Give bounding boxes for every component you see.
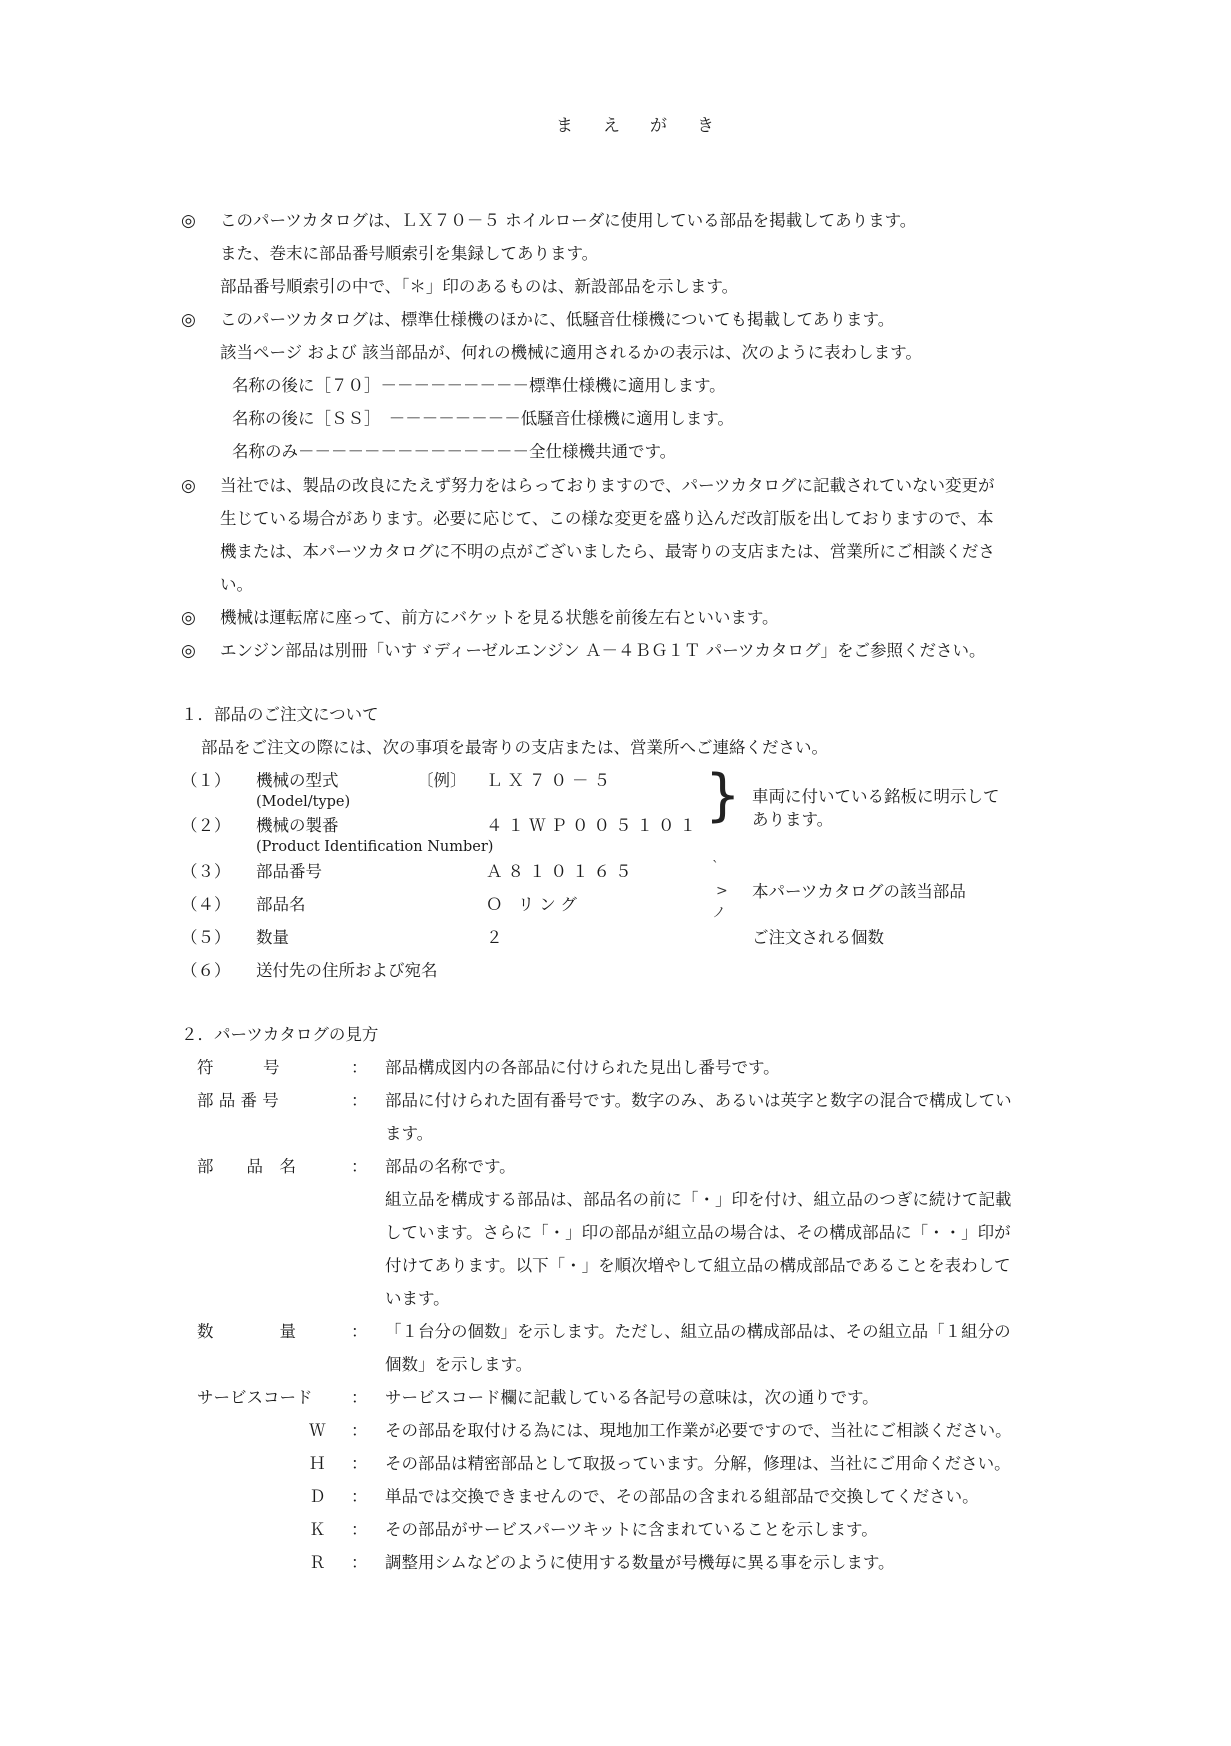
brace-icon: } bbox=[705, 763, 741, 828]
item-sublabel: (Model/type) bbox=[256, 794, 351, 810]
item-value: ４１ＷＰ００５１０１ bbox=[486, 816, 701, 835]
term-colon: ： bbox=[351, 1322, 368, 1341]
section-heading: ２．パーツカタログの見方 bbox=[181, 1025, 379, 1044]
item-number: （５） bbox=[181, 928, 231, 947]
service-code: Ｋ bbox=[309, 1520, 326, 1539]
item-note: 車両に付いている銘板に明示して bbox=[752, 787, 1000, 806]
item-example-mark: 〔例〕 bbox=[417, 771, 467, 790]
term-label: サービスコード bbox=[197, 1388, 313, 1407]
item-label: 部品名 bbox=[256, 895, 306, 914]
term-desc: 部品に付けられた固有番号です。数字のみ、あるいは英字と数字の混合で構成してい bbox=[385, 1091, 1012, 1110]
note-line: 機または、本パーツカタログに不明の点がございましたら、最寄りの支店または、営業所にご相談くださ bbox=[220, 542, 995, 561]
item-label: 部品番号 bbox=[256, 862, 322, 881]
service-code-desc: その部品がサービスパーツキットに含まれていることを示します。 bbox=[385, 1520, 878, 1539]
note-line: 名称の後に［ＳＳ］ －－－－－－－－低騒音仕様機に適用します。 bbox=[232, 409, 734, 428]
item-note: ご注文される個数 bbox=[752, 928, 884, 947]
term-desc: ます。 bbox=[385, 1124, 434, 1143]
note-line: 名称の後に［７０］－－－－－－－－－標準仕様機に適用します。 bbox=[232, 376, 726, 395]
item-value: ＬＸ７０－５ bbox=[486, 771, 615, 790]
item-number: （２） bbox=[181, 816, 231, 835]
item-label: 数量 bbox=[256, 928, 289, 947]
note-line: また、巻末に部品番号順索引を集録してあります。 bbox=[220, 244, 599, 263]
term-colon: ： bbox=[351, 1388, 368, 1407]
term-label: 数 量 bbox=[197, 1322, 296, 1341]
term-desc: 部品構成図内の各部品に付けられた見出し番号です。 bbox=[385, 1058, 780, 1077]
term-desc: 付けてあります。以下「・」を順次増やして組立品の構成部品であることを表わして bbox=[385, 1256, 1011, 1275]
term-label: 符 号 bbox=[197, 1058, 280, 1077]
service-code: Ｈ bbox=[309, 1454, 326, 1473]
term-desc: います。 bbox=[385, 1289, 450, 1308]
term-label: 部 品 番 号 bbox=[197, 1091, 279, 1110]
term-desc: 部品の名称です。 bbox=[385, 1157, 516, 1176]
section-intro: 部品をご注文の際には、次の事項を最寄りの支店または、営業所へご連絡ください。 bbox=[201, 738, 828, 757]
page-title: まえがき bbox=[556, 116, 744, 136]
term-desc: サービスコード欄に記載している各記号の意味は，次の通りです。 bbox=[385, 1388, 879, 1407]
item-value: Ａ８１０１６５ bbox=[486, 862, 637, 881]
term-desc: 組立品を構成する部品は、部品名の前に「・」印を付け、組立品のつぎに続けて記載 bbox=[385, 1190, 1012, 1209]
term-desc: 「１台分の個数」を示します。ただし、組立品の構成部品は、その組立品「１組分の bbox=[385, 1322, 1011, 1341]
term-desc: 個数」を示します。 bbox=[385, 1355, 533, 1374]
item-number: （１） bbox=[181, 771, 231, 790]
term-colon: ： bbox=[351, 1421, 368, 1440]
brace-top-icon: ` bbox=[712, 859, 719, 875]
note-line: 当社では、製品の改良にたえず努力をはらっておりますので、パーツカタログに記載されていない変更が bbox=[220, 476, 995, 495]
item-value: ２ bbox=[486, 928, 508, 947]
note-line: い。 bbox=[220, 575, 253, 594]
note-mark: ◎ bbox=[181, 608, 196, 628]
item-value: Ｏ リング bbox=[486, 895, 582, 914]
note-line: エンジン部品は別冊「いすゞディーゼルエンジン Ａ－４ＢＧ１Ｔ パーツカタログ」をご参照ください。 bbox=[220, 641, 986, 660]
term-colon: ： bbox=[351, 1454, 368, 1473]
service-code-desc: 調整用シムなどのように使用する数量が号機毎に異る事を示します。 bbox=[385, 1553, 895, 1572]
item-number: （３） bbox=[181, 862, 231, 881]
item-label: 機械の製番 bbox=[256, 816, 339, 835]
note-mark: ◎ bbox=[181, 476, 196, 496]
section-heading: １．部品のご注文について bbox=[181, 705, 379, 724]
brace-mid-icon: > bbox=[716, 883, 728, 899]
note-line: 生じている場合があります。必要に応じて、この様な変更を盛り込んだ改訂版を出しておりますので、本 bbox=[220, 509, 994, 528]
service-code-desc: その部品は精密部品として取扱っています。分解，修理は、当社にご用命ください。 bbox=[385, 1454, 1011, 1473]
note-line: このパーツカタログは、標準仕様機のほかに、低騒音仕様機についても掲載してあります。 bbox=[220, 310, 895, 329]
item-label: 機械の型式 bbox=[256, 771, 339, 790]
term-colon: ： bbox=[351, 1058, 368, 1077]
term-colon: ： bbox=[351, 1091, 368, 1110]
note-line: このパーツカタログは、ＬＸ７０－５ ホイルローダに使用している部品を掲載してあります。 bbox=[220, 211, 917, 230]
service-code: Ｒ bbox=[309, 1553, 326, 1572]
note-line: 該当ページ および 該当部品が、何れの機械に適用されるかの表示は、次のように表わします。 bbox=[220, 343, 922, 362]
service-code-desc: その部品を取付ける為には、現地加工作業が必要ですので、当社にご相談ください。 bbox=[385, 1421, 1012, 1440]
term-desc: しています。さらに「・」印の部品が組立品の場合は、その構成部品に「・・」印が bbox=[385, 1223, 1011, 1242]
term-label: 部 品 名 bbox=[197, 1157, 296, 1176]
item-note: あります。 bbox=[752, 810, 834, 829]
service-code: Ｄ bbox=[309, 1487, 326, 1506]
item-number: （４） bbox=[181, 895, 231, 914]
term-colon: ： bbox=[351, 1520, 368, 1539]
item-sublabel: (Product Identification Number) bbox=[256, 839, 494, 855]
item-label: 送付先の住所および宛名 bbox=[256, 961, 438, 980]
note-line: 機械は運転席に座って、前方にバケットを見る状態を前後左右といいます。 bbox=[220, 608, 779, 627]
brace-bottom-icon: ノ bbox=[712, 905, 726, 921]
term-colon: ： bbox=[351, 1157, 368, 1176]
item-number: （６） bbox=[181, 961, 231, 980]
note-line: 名称のみ－－－－－－－－－－－－－－全仕様機共通です。 bbox=[232, 442, 677, 461]
term-colon: ： bbox=[351, 1553, 368, 1572]
note-mark: ◎ bbox=[181, 641, 196, 661]
note-mark: ◎ bbox=[181, 310, 196, 330]
service-code-desc: 単品では交換できませんので、その部品の含まれる組部品で交換してください。 bbox=[385, 1487, 979, 1506]
service-code: Ｗ bbox=[309, 1421, 326, 1440]
item-note: 本パーツカタログの該当部品 bbox=[752, 882, 966, 901]
note-line: 部品番号順索引の中で、「＊」印のあるものは、新設部品を示します。 bbox=[220, 277, 739, 296]
note-mark: ◎ bbox=[181, 211, 196, 231]
term-colon: ： bbox=[351, 1487, 368, 1506]
